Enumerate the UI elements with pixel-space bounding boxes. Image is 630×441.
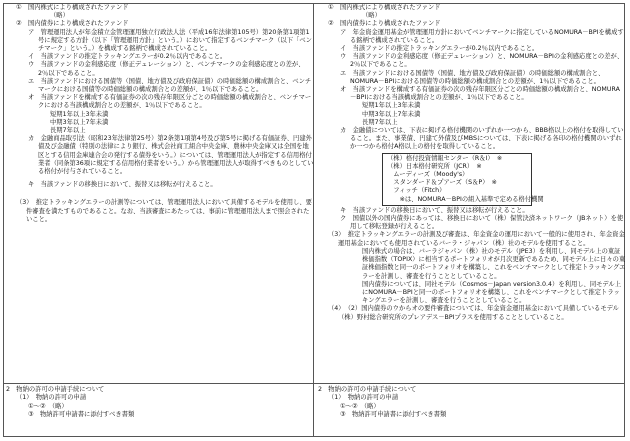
text-line: （略）: [50, 12, 69, 20]
text-line: ③ 物納許可申請書に添付すべき書類: [28, 411, 135, 419]
rating-agency-item: ※は、NOMURA－BPIの組入基準で定める格付機関: [387, 195, 544, 203]
revised-text-column: [6, 4, 314, 436]
text-line: ア 管理運用法人が年金積立金管理運用独立行政法人法（平成16年法律第105号）第20条第1項第1号に規定する方針（以下「管理運用方針」という。）において指定するベンチマーク（以下「ベンチマーク」という。）を構成する銘柄で構成されていること。: [28, 28, 312, 53]
text-line: 長期7年以上: [50, 127, 86, 135]
text-line: ② 国内債券により構成されたファンド: [16, 20, 129, 28]
rating-agency-box: [382, 153, 544, 206]
text-line: キ 当該ファンドの移換日において、振替又は移転が行えること。: [28, 181, 217, 189]
current-text-column: [318, 4, 626, 436]
text-line: ウ 当該ファンドの金利感応度（修正デュレーション）と、NOMURA－BPIの金利感応度との差が、2％以下であること。: [340, 53, 624, 69]
rating-agency-item: フィッチ（Fitch）: [387, 187, 446, 195]
text-line: イ 当該ファンドの推定トラッキングエラーが0.2％以内であること。: [340, 45, 539, 53]
rating-agency-item: （株）日本格付研究所（JCR） ※: [387, 162, 482, 170]
right-section-2: [318, 386, 618, 420]
text-line: ①～② （略）: [28, 402, 68, 410]
text-line: キ 当該ファンドの移換日において、振替又は移転が行えること。: [340, 206, 529, 214]
text-line: 長期7年以上: [362, 118, 398, 126]
rating-agency-item: （株）格付投資情報センター（R＆I） ※: [387, 154, 503, 162]
text-line: ③ 物納許可申請書に添付すべき書類: [340, 411, 447, 419]
text-line: イ 当該ファンドの推定トラッキングエラーが0.2％以内であること。: [28, 53, 227, 61]
text-line: オ 当該ファンドを構成する有価証券の次の残存年限区分ごとの時価総額の構成割合と、ベンチマークにおける当該構成割合との差額が、1％以下であること。: [28, 94, 312, 110]
text-line: （1） 物納の許可の申請: [16, 394, 87, 402]
text-line: 国内債券については、同社モデル（Cosmos－Japan version3.0.4）を利用し、同モデル上にNOMURA－BPIと同一のポートフォリオを構築し、これをベンチマークとして推定トラッキングエラーを計測し、審査を行うこととしていること。: [362, 280, 622, 305]
text-line: ② 国内債券により構成されたファンド: [328, 20, 441, 28]
text-line: 短期1年以上3年未満: [50, 110, 109, 118]
rating-agency-item: スタンダード＆プアーズ（S＆P） ※: [387, 179, 497, 187]
text-line: ア 年金資金運用基金が管理運用方針においてベンチマークに指定しているNOMURA－BPIを構成する銘柄で構成されていること。: [340, 28, 624, 44]
text-line: 短期1年以上3年未満: [362, 102, 421, 110]
text-line: （4） （2）国内債券のウからオの要件審査については、年金資金運用基金において具備しているモデル（株）野村総合研究所のプレアデス－BPIプラスを使用することとしていること。: [328, 305, 619, 321]
text-line: （3） 推定トラッキングエラーの計測及び審査は、年金資金の運用において一般的に使用され、年金資金運用基金においても使用されているバーラ・ジャパン（株）社のモデルを使用すること。: [328, 231, 625, 247]
left-section-2: [6, 386, 306, 420]
text-line: ① 国内株式により構成されたファンド: [16, 4, 129, 11]
text-line: カ 金融商品取引法（昭和23年法律第25号）第2条第1項第4号及び第5号に掲げる有価証券、円建外債及び金融債（特別の法律により銀行、株式会社商工組合中央金庫、農林中央金庫又は全国を地区とする信用金庫連合会の発行する債券をいう。）については、管理運用法人が指定する信用格付業者（同条第36項に規定する信用格付業者をいう。）から管理運用法人が取得すべきものとしている格付が付与されていること。: [28, 135, 314, 176]
text-line: オ 当該ファンドを構成する有価証券の次の残存年限区分ごとの時価総額の構成割合と、NOMURA－BPIにおける当該構成割合との差額が、1％以下であること。: [340, 86, 620, 102]
text-line: カ 金融債については、下表に掲げる格付機関のいずれか一つから、BBB格以上の格付を取得していること。また、事業債、円建て外債及びMBSについては、下表に掲げる各印の格付機関のいずれか一つから格付A格以上の格付を取得していること。: [340, 127, 624, 151]
text-line: エ 当該ファンドにおける国債等（国債、地方債及び政府保証債）の時価総額の構成割合と、ベンチマークにおける国債等の時価総額の構成割合との差額が、1％以下であること。: [28, 77, 312, 94]
text-line: （略）: [362, 12, 381, 20]
text-line: 中期3年以上7年未満: [50, 118, 109, 126]
text-line: ① 国内株式により構成されたファンド: [328, 4, 441, 11]
text-line: ①～② （略）: [340, 402, 380, 410]
text-line: ウ 当該ファンドの金利感応度（修正デュレーション）と、ベンチマークの金利感応度との差が、2％以下であること。: [28, 61, 305, 77]
text-line: 国内株式の場合は、バーラジャパン（株）社のモデル（JPE3）を利用し、同モデル上の東証株価指数（TOPIX）に相当するポートフォリオが月次更新であるため、同モデル上に日々の東証株価指数と同一のポートフォリオを構築し、これをベンチマークとして推定トラッキングエラーを計測し、審査を行うこととしていること。: [362, 247, 626, 280]
text-line: 2 物納の許可の申請手続について: [318, 386, 417, 393]
text-line: エ 当該ファンドにおける国債等（国債、地方債及び政府保証債）の時価総額の構成割合と、NOMURA－BPIにおける国債等の時価総額の構成割合との差額が、1％以下であること。: [340, 69, 605, 85]
text-line: 2 物納の許可の申請手続について: [6, 386, 105, 393]
text-line: （1） 物納の許可の申請: [328, 394, 399, 402]
text-line: ク 国債以外の国内債券にあっては、移換日において（株）保管決済ネットワーク（JBネット）を使用して移転登録が行えること。: [340, 215, 624, 231]
text-line: 中期3年以上7年未満: [362, 110, 421, 118]
text-line: （3） 推定トラッキングエラーの計測等については、管理運用法人において具備するモデルを使用し、要件審査を満たすものであること。なお、当該審査にあたっては、事前に管理運用法人まで照会されたいこと。: [16, 199, 312, 223]
rating-agency-item: ムーディーズ（Moody's）: [387, 171, 469, 179]
